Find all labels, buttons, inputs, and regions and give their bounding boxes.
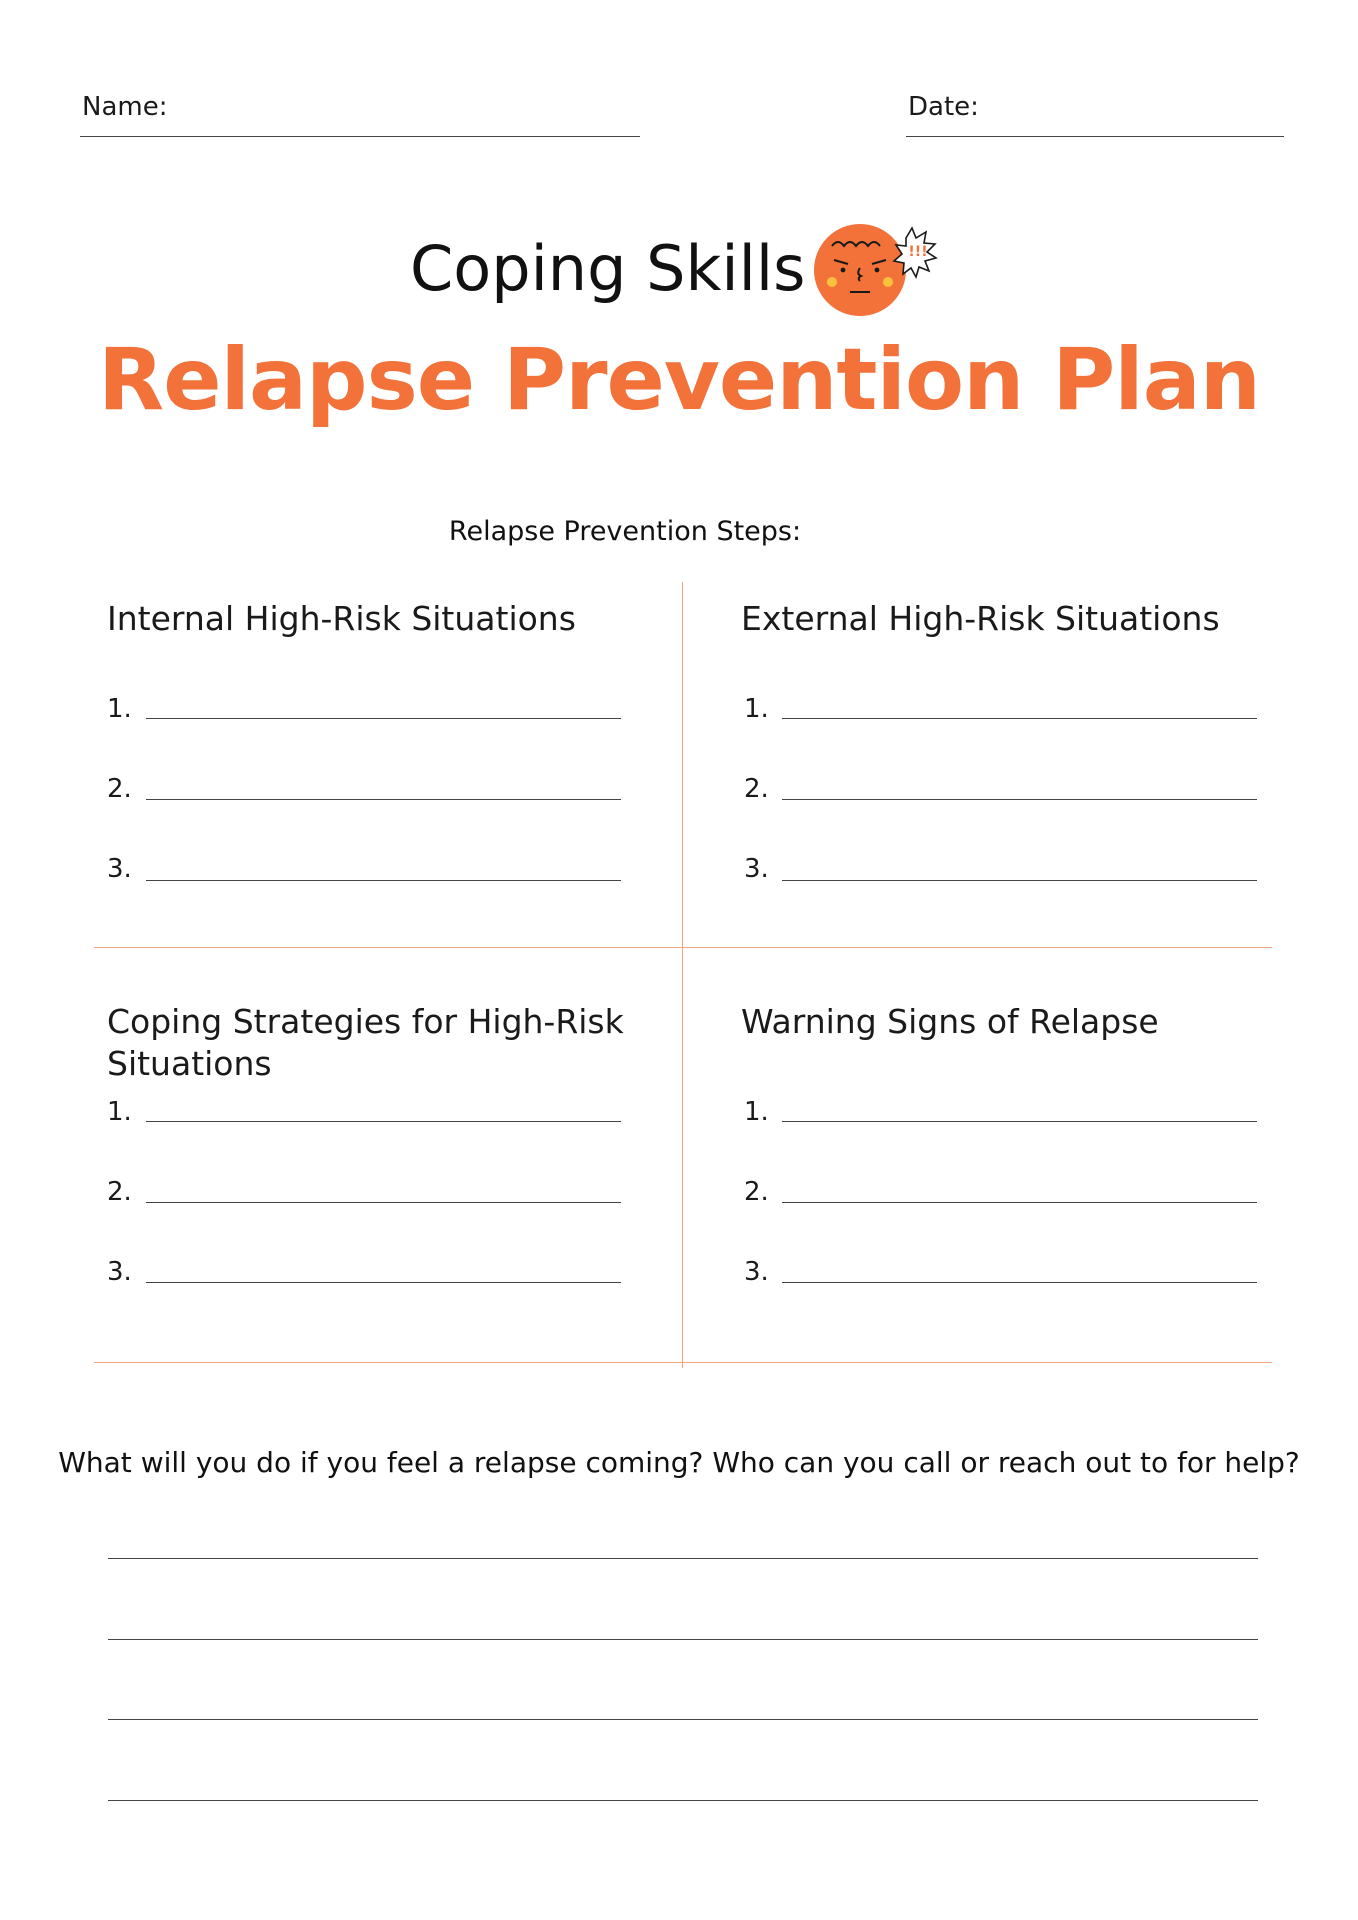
warning-answer-2[interactable] [782,1202,1257,1203]
item-number: 1. [107,1097,132,1127]
subtitle: Coping Skills [410,232,806,305]
item-number: 3. [744,1257,769,1287]
external-answer-2[interactable] [782,799,1257,800]
name-label: Name: [82,92,168,122]
help-answer-line-1[interactable] [108,1558,1258,1559]
section-title-coping-strategies: Coping Strategies for High-Risk Situations [107,1002,624,1083]
internal-answer-1[interactable] [146,718,621,719]
section-title-external: External High-Risk Situations [741,599,1220,638]
frustrated-face-icon [810,218,940,322]
item-number: 2. [107,774,132,804]
item-number: 2. [744,1177,769,1207]
grid-divider-bottom [94,1362,1272,1363]
item-number: 2. [107,1177,132,1207]
warning-answer-3[interactable] [782,1282,1257,1283]
grid-divider-middle [94,947,1272,948]
steps-label: Relapse Prevention Steps: [448,516,802,547]
item-number: 3. [107,854,132,884]
coping-answer-2[interactable] [146,1202,621,1203]
help-answer-line-2[interactable] [108,1639,1258,1640]
internal-answer-2[interactable] [146,799,621,800]
warning-answer-1[interactable] [782,1121,1257,1122]
date-field[interactable] [906,136,1284,137]
exclaim-mark: !!! [908,244,928,260]
item-number: 1. [744,694,769,724]
internal-answer-3[interactable] [146,880,621,881]
item-number: 2. [744,774,769,804]
help-question: What will you do if you feel a relapse coming? Who can you call or reach out to for help? [58,1446,1300,1479]
help-answer-line-4[interactable] [108,1800,1258,1801]
date-label: Date: [908,92,979,122]
item-number: 3. [744,854,769,884]
coping-answer-1[interactable] [146,1121,621,1122]
name-field[interactable] [80,136,640,137]
page-title: Relapse Prevention Plan [97,330,1261,430]
section-title-warning-signs: Warning Signs of Relapse [741,1002,1159,1041]
help-answer-line-3[interactable] [108,1719,1258,1720]
grid-divider-vertical [682,582,683,1368]
section-title-internal: Internal High-Risk Situations [107,599,576,638]
external-answer-1[interactable] [782,718,1257,719]
coping-answer-3[interactable] [146,1282,621,1283]
item-number: 1. [107,694,132,724]
item-number: 3. [107,1257,132,1287]
item-number: 1. [744,1097,769,1127]
external-answer-3[interactable] [782,880,1257,881]
